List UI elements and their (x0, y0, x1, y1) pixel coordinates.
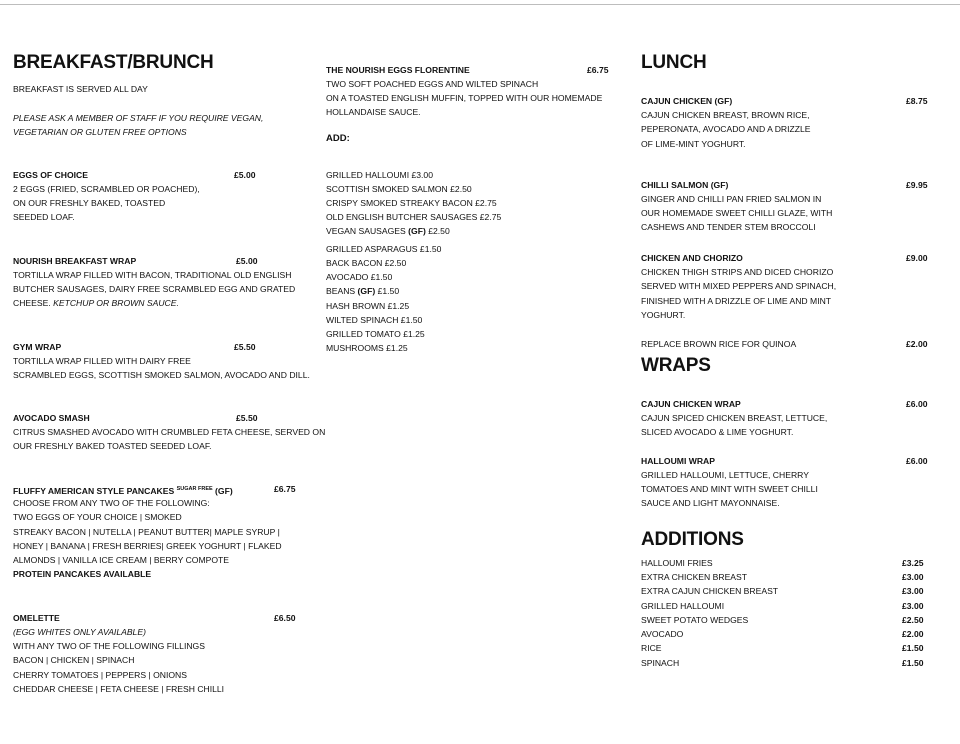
item-desc: WITH ANY TWO OF THE FOLLOWING FILLINGS (13, 641, 205, 651)
item-desc: CHERRY TOMATOES | PEPPERS | ONIONS (13, 670, 187, 680)
item-name-chicken-chorizo: CHICKEN AND CHORIZO (641, 253, 743, 263)
item-price-avocado-smash: £5.50 (236, 413, 258, 423)
addition-price: £3.00 (902, 572, 924, 582)
add-on-item: BACK BACON £2.50 (326, 258, 407, 268)
item-desc: SCRAMBLED EGGS, SCOTTISH SMOKED SALMON, AVOCADO AND DILL. (13, 370, 310, 380)
item-desc: OUR HOMEMADE SWEET CHILLI GLAZE, WITH (641, 208, 833, 218)
egg-whites-note: (EGG WHITES ONLY AVAILABLE) (13, 627, 146, 637)
addition-name: AVOCADO (641, 629, 684, 639)
addition-name: GRILLED HALLOUMI (641, 601, 725, 611)
item-name-cajun-wrap: CAJUN CHICKEN WRAP (641, 399, 741, 409)
item-price-chilli-salmon: £9.95 (906, 180, 928, 190)
item-name-cajun-chicken: CAJUN CHICKEN (GF) (641, 96, 733, 106)
item-desc: SAUCE AND LIGHT MAYONNAISE. (641, 498, 780, 508)
sugar-free-superscript: SUGAR FREE (176, 486, 213, 492)
item-desc: BUTCHER SAUSAGES, DAIRY FREE SCRAMBLED EGG AND GRATED (13, 284, 296, 294)
addition-price: £2.00 (902, 629, 924, 639)
add-on-item: VEGAN SAUSAGES (GF) £2.50 (326, 226, 450, 236)
dietary-notice-line-1: PLEASE ASK A MEMBER OF STAFF IF YOU REQUIRE VEGAN, (13, 113, 264, 123)
item-price-quinoa-swap: £2.00 (906, 339, 928, 349)
add-on-item: OLD ENGLISH BUTCHER SAUSAGES £2.75 (326, 212, 502, 222)
item-desc: HOLLANDAISE SAUCE. (326, 107, 421, 117)
additions-heading: ADDITIONS (641, 529, 744, 550)
item-name-eggs: EGGS OF CHOICE (13, 170, 88, 180)
wraps-heading: WRAPS (641, 355, 711, 376)
addition-price: £1.50 (902, 643, 924, 653)
item-desc: BACON | CHICKEN | SPINACH (13, 655, 135, 665)
item-desc: CITRUS SMASHED AVOCADO WITH CRUMBLED FETA CHEESE, SERVED ON (13, 427, 326, 437)
item-desc: YOGHURT. (641, 310, 686, 320)
item-price-halloumi-wrap: £6.00 (906, 456, 928, 466)
item-desc: GRILLED HALLOUMI, LETTUCE, CHERRY (641, 470, 809, 480)
add-on-item: SCOTTISH SMOKED SALMON £2.50 (326, 184, 472, 194)
item-desc: TORTILLA WRAP FILLED WITH DAIRY FREE (13, 356, 191, 366)
item-desc: STREAKY BACON | NUTELLA | PEANUT BUTTER| MAPLE SYRUP | (13, 527, 280, 537)
item-desc: OF LIME-MINT YOGHURT. (641, 139, 746, 149)
item-desc: SEEDED LOAF. (13, 212, 75, 222)
item-name-quinoa-swap: REPLACE BROWN RICE FOR QUINOA (641, 339, 797, 349)
item-desc: PEPERONATA, AVOCADO AND A DRIZZLE (641, 124, 811, 134)
item-desc: 2 EGGS (FRIED, SCRAMBLED OR POACHED), (13, 184, 200, 194)
addition-price: £3.00 (902, 586, 924, 596)
item-desc: CHOOSE FROM ANY TWO OF THE FOLLOWING: (13, 498, 210, 508)
item-desc: TOMATOES AND MINT WITH SWEET CHILLI (641, 484, 818, 494)
item-desc: TWO EGGS OF YOUR CHOICE | SMOKED (13, 512, 182, 522)
addition-price: £1.50 (902, 658, 924, 668)
protein-pancakes-note: PROTEIN PANCAKES AVAILABLE (13, 569, 152, 579)
item-desc: SLICED AVOCADO & LIME YOGHURT. (641, 427, 794, 437)
addition-name: SPINACH (641, 658, 680, 668)
item-desc: CHICKEN THIGH STRIPS AND DICED CHORIZO (641, 267, 834, 277)
item-desc: SERVED WITH MIXED PEPPERS AND SPINACH, (641, 281, 837, 291)
item-desc: TORTILLA WRAP FILLED WITH BACON, TRADITIONAL OLD ENGLISH (13, 270, 292, 280)
item-desc: ON OUR FRESHLY BAKED, TOASTED (13, 198, 166, 208)
top-border (0, 4, 960, 5)
add-on-item: MUSHROOMS £1.25 (326, 343, 408, 353)
add-on-item: CRISPY SMOKED STREAKY BACON £2.75 (326, 198, 497, 208)
addition-price: £2.50 (902, 615, 924, 625)
item-name-omelette: OMELETTE (13, 613, 60, 623)
item-name-pancakes: FLUFFY AMERICAN STYLE PANCAKES $^{SUGAR FREE}$ (GF) (13, 485, 233, 496)
item-price-chicken-chorizo: £9.00 (906, 253, 928, 263)
addition-name: HALLOUMI FRIES (641, 558, 713, 568)
item-name-florentine: THE NOURISH EGGS FLORENTINE (326, 65, 470, 75)
item-price-cajun-chicken: £8.75 (906, 96, 928, 106)
addition-name: RICE (641, 643, 662, 653)
add-on-item: GRILLED TOMATO £1.25 (326, 329, 425, 339)
lunch-heading: LUNCH (641, 52, 707, 73)
item-name-halloumi-wrap: HALLOUMI WRAP (641, 456, 715, 466)
item-desc: CHEESE. KETCHUP OR BROWN SAUCE. (13, 298, 179, 308)
item-price-pancakes: £6.75 (274, 484, 296, 494)
item-desc: FINISHED WITH A DRIZZLE OF LIME AND MINT (641, 296, 832, 306)
item-price-florentine: £6.75 (587, 65, 609, 75)
item-desc: GINGER AND CHILLI PAN FRIED SALMON IN (641, 194, 822, 204)
item-desc: ON A TOASTED ENGLISH MUFFIN, TOPPED WITH OUR HOMEMADE (326, 93, 603, 103)
served-all-day-note: BREAKFAST IS SERVED ALL DAY (13, 84, 148, 94)
item-price-omelette: £6.50 (274, 613, 296, 623)
item-desc: CHEDDAR CHEESE | FETA CHEESE | FRESH CHILLI (13, 684, 225, 694)
addition-name: EXTRA CHICKEN BREAST (641, 572, 748, 582)
item-desc: CASHEWS AND TENDER STEM BROCCOLI (641, 222, 816, 232)
item-desc: CAJUN SPICED CHICKEN BREAST, LETTUCE, (641, 413, 828, 423)
add-on-item: BEANS (GF) £1.50 (326, 286, 400, 296)
item-name-chilli-salmon: CHILLI SALMON (GF) (641, 180, 729, 190)
add-on-item: WILTED SPINACH £1.50 (326, 315, 423, 325)
add-on-item: HASH BROWN £1.25 (326, 301, 410, 311)
add-on-item: AVOCADO £1.50 (326, 272, 393, 282)
item-name-avocado-smash: AVOCADO SMASH (13, 413, 90, 423)
addition-name: EXTRA CAJUN CHICKEN BREAST (641, 586, 779, 596)
item-desc: OUR FRESHLY BAKED TOASTED SEEDED LOAF. (13, 441, 212, 451)
item-price-breakfast-wrap: £5.00 (236, 256, 258, 266)
add-heading: ADD: (326, 133, 350, 144)
add-on-item: GRILLED ASPARAGUS £1.50 (326, 244, 442, 254)
item-price-cajun-wrap: £6.00 (906, 399, 928, 409)
item-name-gym-wrap: GYM WRAP (13, 342, 62, 352)
breakfast-heading: BREAKFAST/BRUNCH (13, 52, 214, 73)
item-desc: ALMONDS | VANILLA ICE CREAM | BERRY COMPOTE (13, 555, 230, 565)
item-desc: HONEY | BANANA | FRESH BERRIES| GREEK YOGHURT | FLAKED (13, 541, 282, 551)
dietary-notice-line-2: VEGETARIAN OR GLUTEN FREE OPTIONS (13, 127, 187, 137)
item-desc: CAJUN CHICKEN BREAST, BROWN RICE, (641, 110, 810, 120)
item-name-breakfast-wrap: NOURISH BREAKFAST WRAP (13, 256, 137, 266)
addition-name: SWEET POTATO WEDGES (641, 615, 749, 625)
item-price-gym-wrap: £5.50 (234, 342, 256, 352)
addition-price: £3.25 (902, 558, 924, 568)
addition-price: £3.00 (902, 601, 924, 611)
item-desc: TWO SOFT POACHED EGGS AND WILTED SPINACH (326, 79, 539, 89)
item-price-eggs: £5.00 (234, 170, 256, 180)
add-on-item: GRILLED HALLOUMI £3.00 (326, 170, 433, 180)
